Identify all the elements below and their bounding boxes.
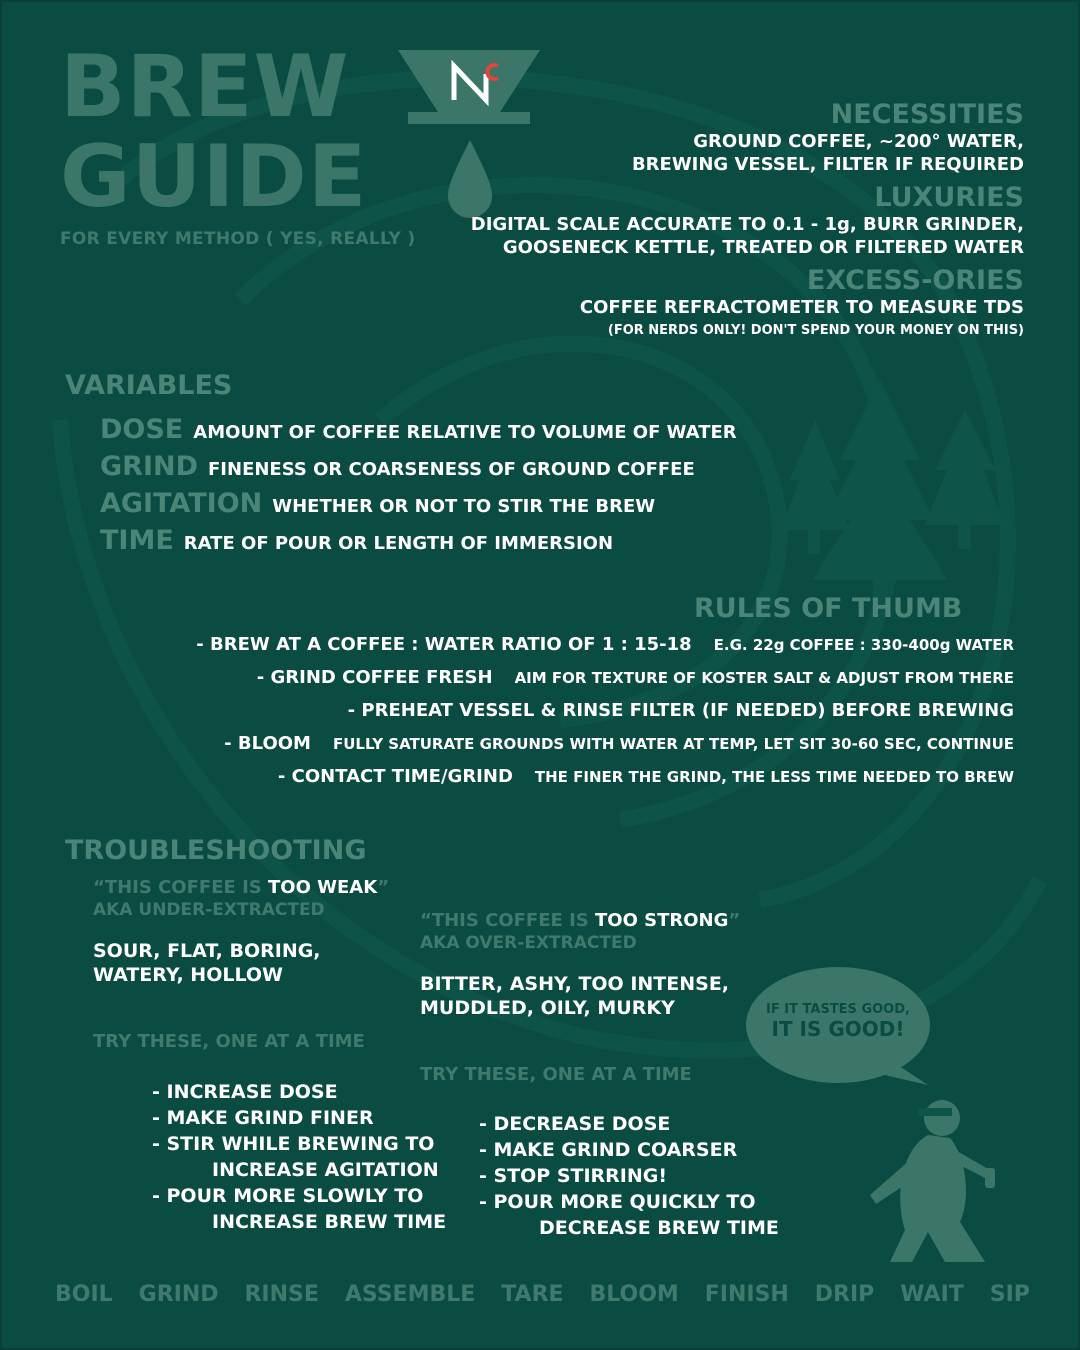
too-weak-aka: AKA UNDER-EXTRACTED — [93, 900, 325, 920]
rules-heading: RULES OF THUMB — [694, 593, 963, 624]
variable-desc: AMOUNT OF COFFEE RELATIVE TO VOLUME OF WATER — [193, 422, 737, 443]
rule-key: - BREW AT A COFFEE : WATER RATIO OF 1 : 15-18 — [196, 634, 692, 655]
rules-list — [114, 634, 1014, 799]
trees-decoration — [780, 380, 1005, 608]
too-strong-quote — [420, 909, 740, 932]
variable-key: DOSE — [100, 414, 184, 445]
fix-item: - STOP STIRRING! — [479, 1165, 668, 1187]
rule-desc: FULLY SATURATE GROUNDS WITH WATER AT TEMP, LET SIT 30-60 SEC, CONTINUE — [332, 735, 1014, 753]
excessories-line1: COFFEE REFRACTOMETER TO MEASURE TDS — [579, 297, 1024, 318]
bigfoot-figure — [870, 1100, 995, 1262]
step-item: SIP — [989, 1282, 1030, 1307]
excessories-section — [424, 266, 1024, 342]
fix-item: - MAKE GRIND COARSER — [479, 1139, 738, 1161]
too-strong-aka: AKA OVER-EXTRACTED — [420, 933, 637, 953]
variable-row — [100, 414, 737, 451]
bubble-line2: IT IS GOOD! — [771, 1017, 905, 1041]
bubble-line1: IF IT TASTES GOOD, — [766, 1002, 910, 1017]
rule-row — [114, 667, 1014, 700]
step-item: BLOOM — [589, 1282, 679, 1307]
variable-key: TIME — [100, 525, 174, 556]
step-item: BOIL — [55, 1282, 113, 1307]
too-strong-symptoms-1: BITTER, ASHY, TOO INTENSE, — [420, 973, 730, 995]
variable-row — [100, 488, 737, 525]
luxuries-line2: GOOSENECK KETTLE, TREATED OR FILTERED WATER — [502, 237, 1024, 258]
variable-row — [100, 525, 737, 562]
too-weak-symptoms-1: SOUR, FLAT, BORING, — [93, 940, 321, 962]
quote-suffix: ” — [377, 877, 390, 898]
quote-prefix: “THIS COFFEE IS — [420, 910, 595, 931]
fix-item: - DECREASE DOSE — [479, 1113, 671, 1135]
necessities-section — [424, 100, 1024, 176]
fix-item: INCREASE AGITATION — [212, 1159, 439, 1181]
necessities-heading: NECESSITIES — [830, 99, 1024, 130]
subtitle: FOR EVERY METHOD ( YES, REALLY ) — [60, 229, 416, 249]
variable-desc: RATE OF POUR OR LENGTH OF IMMERSION — [183, 533, 614, 554]
step-item: GRIND — [138, 1282, 219, 1307]
excessories-heading: EXCESS-ORIES — [806, 265, 1024, 296]
too-strong-try: TRY THESE, ONE AT A TIME — [420, 1064, 692, 1085]
rule-row — [114, 634, 1014, 667]
variable-desc: WHETHER OR NOT TO STIR THE BREW — [272, 496, 656, 517]
variable-row — [100, 451, 737, 488]
luxuries-section — [404, 183, 1024, 259]
rule-key: - PREHEAT VESSEL & RINSE FILTER (IF NEEDED) BEFORE BREWING — [347, 700, 1014, 721]
fix-item: - STIR WHILE BREWING TO — [152, 1133, 435, 1155]
fix-item: INCREASE BREW TIME — [212, 1211, 447, 1233]
fix-item: - POUR MORE SLOWLY TO — [152, 1185, 424, 1207]
too-weak-quote — [93, 876, 389, 899]
variables-heading: VARIABLES — [65, 370, 233, 401]
too-strong-fixes — [479, 1111, 779, 1241]
step-item: DRIP — [814, 1282, 875, 1307]
rule-desc: E.G. 22g COFFEE : 330-400g WATER — [713, 636, 1014, 654]
quote-emphasis: TOO WEAK — [268, 877, 378, 898]
variable-key: GRIND — [100, 451, 199, 482]
rule-desc: AIM FOR TEXTURE OF KOSTER SALT & ADJUST FROM THERE — [514, 669, 1014, 687]
fix-item: - INCREASE DOSE — [152, 1081, 338, 1103]
luxuries-line1: DIGITAL SCALE ACCURATE TO 0.1 - 1g, BURR GRINDER, — [470, 214, 1024, 235]
necessities-line1: GROUND COFFEE, ~200° WATER, — [693, 131, 1024, 152]
rule-row — [114, 766, 1014, 799]
rule-key: - CONTACT TIME/GRIND — [277, 766, 513, 787]
fix-item: - MAKE GRIND FINER — [152, 1107, 374, 1129]
brew-steps — [55, 1282, 1030, 1307]
excessories-line2: (FOR NERDS ONLY! DON'T SPEND YOUR MONEY ON THIS) — [607, 323, 1024, 338]
bubble-text — [746, 1002, 930, 1041]
step-item: RINSE — [244, 1282, 319, 1307]
fix-item: - POUR MORE QUICKLY TO — [479, 1191, 756, 1213]
step-item: FINISH — [704, 1282, 789, 1307]
step-item: TARE — [501, 1282, 564, 1307]
rule-row — [114, 733, 1014, 766]
rule-row — [114, 700, 1014, 733]
quote-emphasis: TOO STRONG — [595, 910, 729, 931]
rule-desc: THE FINER THE GRIND, THE LESS TIME NEEDED TO BREW — [534, 768, 1014, 786]
variable-desc: FINENESS OR COARSENESS OF GROUND COFFEE — [208, 459, 695, 480]
variables-list — [100, 414, 737, 562]
step-item: ASSEMBLE — [344, 1282, 476, 1307]
too-strong-column — [420, 909, 740, 1085]
too-weak-symptoms-2: WATERY, HOLLOW — [93, 964, 284, 986]
troubleshooting-heading: TROUBLESHOOTING — [65, 835, 367, 866]
title-guide: GUIDE — [60, 127, 368, 227]
title-brew: BREW — [60, 37, 350, 137]
too-weak-fixes — [152, 1079, 446, 1235]
fix-item: DECREASE BREW TIME — [539, 1217, 779, 1239]
necessities-line2: BREWING VESSEL, FILTER IF REQUIRED — [631, 154, 1024, 175]
too-weak-try: TRY THESE, ONE AT A TIME — [93, 1031, 365, 1052]
step-item: WAIT — [900, 1282, 964, 1307]
too-strong-symptoms-2: MUDDLED, OILY, MURKY — [420, 997, 675, 1019]
rule-key: - GRIND COFFEE FRESH — [256, 667, 493, 688]
rule-key: - BLOOM — [224, 733, 311, 754]
luxuries-heading: LUXURIES — [874, 182, 1024, 213]
quote-prefix: “THIS COFFEE IS — [93, 877, 268, 898]
variable-key: AGITATION — [100, 488, 263, 519]
too-weak-column — [93, 876, 389, 1052]
quote-suffix: ” — [728, 910, 741, 931]
